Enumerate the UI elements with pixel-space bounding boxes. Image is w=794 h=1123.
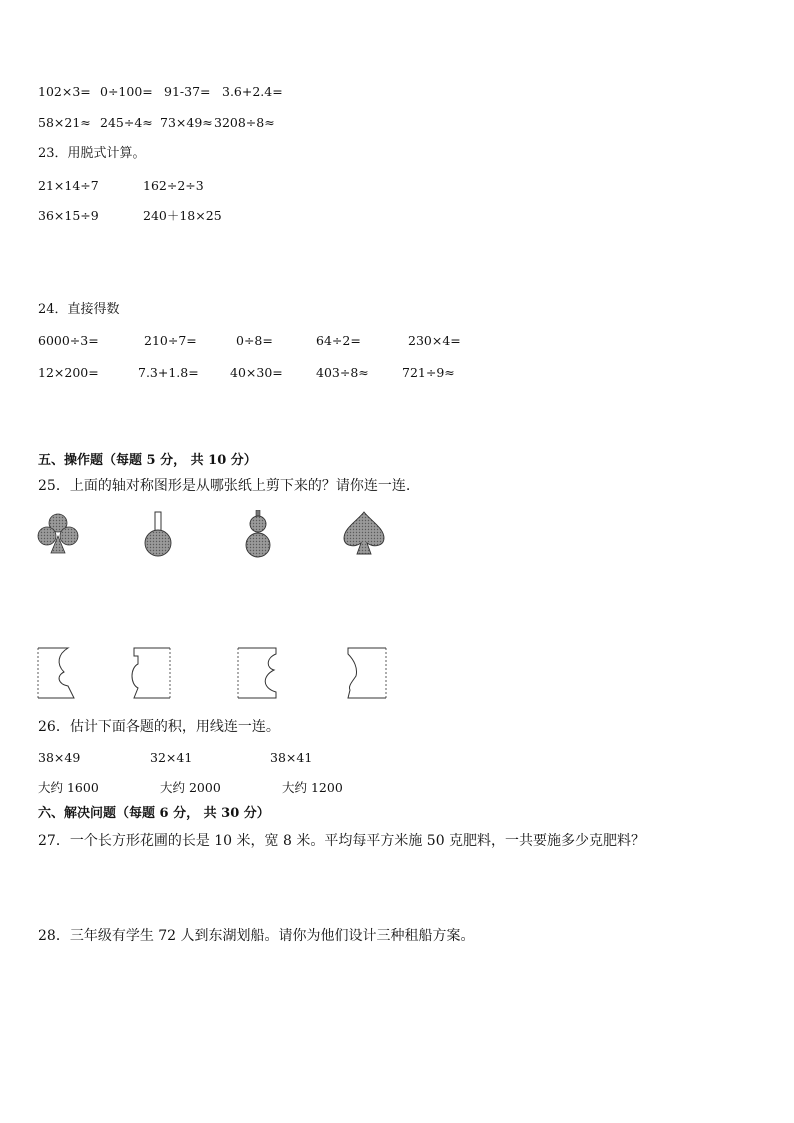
q26-product-3: 38×41 [270,750,313,765]
question-23-title: 23．用脱式计算。 [38,146,146,161]
club-icon [34,510,82,560]
question-27-title: 27．一个长方形花圃的长是 10 米，宽 8 米。平均每平方米施 50 克肥料，一共要施多少克肥料？ [38,833,646,849]
q26-estimate-1: 大约 1600 [38,780,99,795]
q26-estimate-3: 大约 1200 [282,780,343,795]
q24-expr-2: 210÷7= [144,333,197,348]
q26-product-1: 38×49 [38,750,81,765]
q24-expr-9: 403÷8≈ [316,365,369,380]
q23-expr-4: 240＋18×25 [143,208,222,223]
half-flask-paper [130,646,174,702]
mental-math-2: 0÷100= [100,84,153,99]
mental-math-1: 102×3= [38,84,91,99]
q23-expr-3: 36×15÷9 [38,208,99,223]
mental-math-3: 91-37= [164,84,211,99]
gourd-icon [240,510,276,560]
q24-expr-4: 64÷2= [316,333,361,348]
q24-expr-7: 7.3+1.8= [138,365,199,380]
q24-expr-5: 230×4= [408,333,461,348]
question-26-title: 26．估计下面各题的积，用线连一连。 [38,719,280,735]
mental-math-7: 73×49≈ [160,115,213,130]
question-28-title: 28．三年级有学生 72 人到东湖划船。请你为他们设计三种租船方案。 [38,928,475,944]
half-spade-paper [344,646,390,702]
mental-math-8: 3208÷8≈ [214,115,275,130]
q24-expr-3: 0÷8= [236,333,273,348]
mental-math-6: 245÷4≈ [100,115,153,130]
q26-product-2: 32×41 [150,750,193,765]
section-6-heading: 六、解决问题（每题 6 分， 共 30 分） [38,806,270,821]
q24-expr-10: 721÷9≈ [402,365,455,380]
q24-expr-8: 40×30= [230,365,283,380]
section-5-heading: 五、操作题（每题 5 分， 共 10 分） [38,453,257,468]
q26-estimate-2: 大约 2000 [160,780,221,795]
question-25-title: 25．上面的轴对称图形是从哪张纸上剪下来的？请你连一连. [38,478,411,494]
q24-expr-6: 12×200= [38,365,99,380]
mental-math-5: 58×21≈ [38,115,91,130]
q24-expr-1: 6000÷3= [38,333,99,348]
question-24-title: 24．直接得数 [38,302,120,317]
half-club-paper [36,646,80,702]
mental-math-4: 3.6+2.4= [222,84,283,99]
half-gourd-paper [236,646,280,702]
q23-expr-1: 21×14÷7 [38,178,99,193]
ball-flask-icon [140,510,176,560]
q23-expr-2: 162÷2÷3 [143,178,204,193]
spade-icon [340,510,388,560]
